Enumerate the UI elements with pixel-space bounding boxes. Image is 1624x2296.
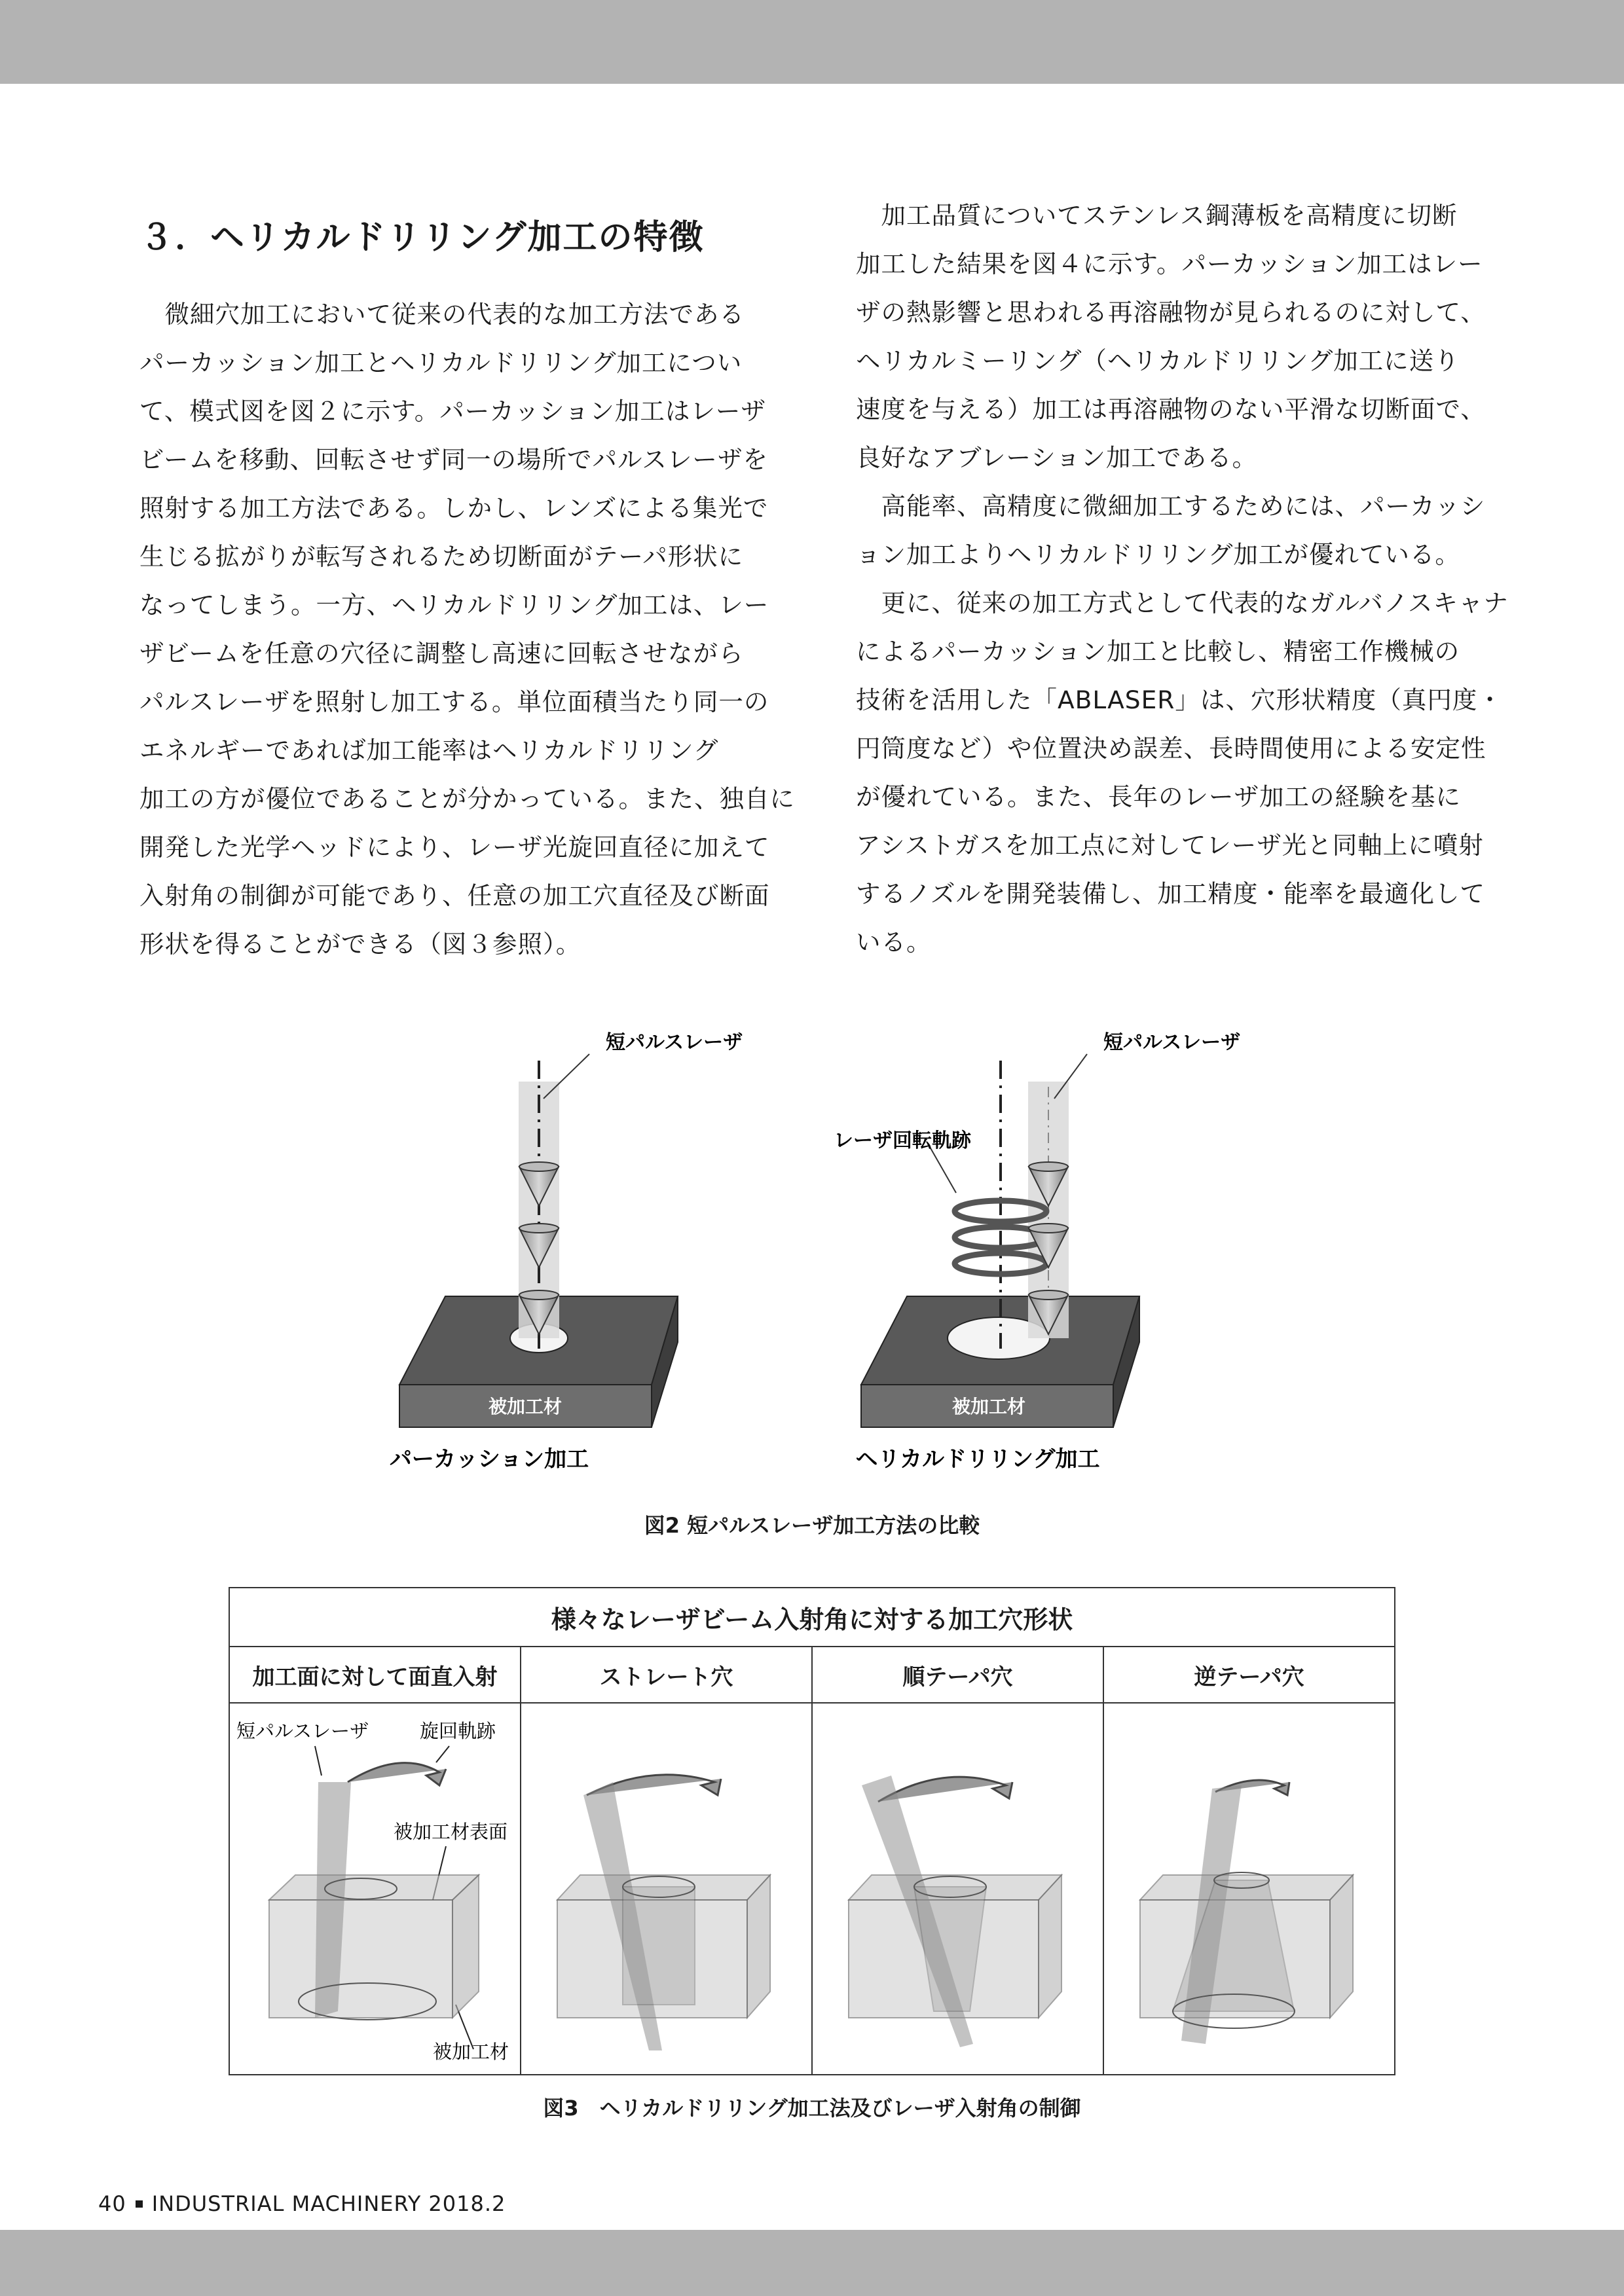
text-line: ョン加工よりヘリカルドリリング加工が優れている。 (856, 540, 1460, 569)
figure-2-caption: 図2 短パルスレーザ加工方法の比較 (644, 1513, 980, 1538)
laser-label-right: 短パルスレーザ (1103, 1031, 1241, 1054)
top-band (0, 0, 1624, 84)
text-line: アシストガスを加工点に対してレーザ光と同軸上に噴射 (856, 831, 1484, 860)
text-line: ヘリカルミーリング（ヘリカルドリリング加工に送り (856, 346, 1460, 375)
text-line: いる。 (856, 928, 932, 957)
workpiece-label-left: 被加工材 (488, 1396, 563, 1417)
text-line: 円筒度など）や位置決め誤差、長時間使用による安定性 (856, 734, 1486, 763)
left-column-text (139, 290, 795, 968)
column-header-reverse-taper: 逆テーパ穴 (1103, 1647, 1395, 1703)
laser-label: 短パルスレーザ (236, 1720, 369, 1742)
column-header-straight: ストレート穴 (521, 1647, 812, 1703)
text-line: 加工の方が優位であることが分かっている。また、独自に (139, 784, 795, 813)
text-line: 高能率、高精度に微細加工するためには、パーカッシ (856, 492, 1486, 520)
text-line: パルスレーザを照射し加工する。単位面積当たり同一の (139, 687, 769, 716)
cell-forward-taper (812, 1703, 1103, 2075)
text-line: 生じる拡がりが転写されるため切断面がテーパ形状に (139, 542, 744, 571)
diagram-straight (521, 1704, 811, 2074)
text-line: ビームを移動、回転させず同一の場所でパルスレーザを (139, 445, 768, 474)
page-number: 40 (98, 2191, 126, 2216)
text-line: パーカッション加工とヘリカルドリリング加工につい (139, 348, 743, 377)
text-line: が優れている。また、長年のレーザ加工の経験を基に (856, 782, 1461, 811)
text-line: 入射角の制御が可能であり、任意の加工穴直径及び断面 (139, 881, 770, 910)
figure-3-title: 様々なレーザビーム入射角に対する加工穴形状 (229, 1588, 1395, 1647)
text-line: ザビームを任意の穴径に調整し高速に回転させながら (139, 639, 744, 668)
method-label-right: ヘリカルドリリング加工 (855, 1446, 1100, 1472)
right-column-text (856, 191, 1509, 966)
section-heading: ３．ヘリカルドリリング加工の特徴 (139, 218, 705, 257)
text-line: 技術を活用した「ABLASER」は、穴形状精度（真円度・ (856, 685, 1503, 714)
text-line: 形状を得ることができる（図３参照）。 (139, 930, 581, 958)
diagram-forward-taper (813, 1704, 1103, 2074)
text-line: ザの熱影響と思われる再溶融物が見られるのに対して、 (856, 298, 1486, 327)
text-line: 更に、従来の加工方式として代表的なガルバノスキャナ (856, 589, 1509, 617)
publication-name: INDUSTRIAL MACHINERY 2018.2 (151, 2191, 506, 2216)
bottom-band (0, 2230, 1624, 2296)
workpiece-label: 被加工材 (433, 2041, 509, 2063)
surface-label: 被加工材表面 (394, 1821, 508, 1843)
column-header-normal: 加工面に対して面直入射 (229, 1647, 521, 1703)
text-line: なってしまう。一方、ヘリカルドリリング加工は、レー (139, 591, 769, 619)
text-line: によるパーカッション加工と比較し、精密工作機械の (856, 637, 1460, 666)
text-line: するノズルを開発装備し、加工精度・能率を最適化して (856, 879, 1485, 908)
trajectory-label: レーザ回転軌跡 (834, 1129, 971, 1152)
diagram-reverse-taper (1104, 1704, 1394, 2074)
figure-3-table (229, 1587, 1395, 2075)
text-line: 加工した結果を図４に示す。パーカッション加工はレー (856, 249, 1483, 278)
text-line: て、模式図を図２に示す。パーカッション加工はレーザ (139, 397, 766, 426)
helical-drilling-diagram (834, 1031, 1240, 1472)
text-line: 開発した光学ヘッドにより、レーザ光旋回直径に加えて (139, 833, 770, 862)
method-label-left: パーカッション加工 (389, 1446, 589, 1472)
column-header-forward-taper: 順テーパ穴 (812, 1647, 1103, 1703)
text-line: エネルギーであれば加工能率はヘリカルドリリング (139, 736, 719, 765)
text-line: 加工品質についてステンレス鋼薄板を高精度に切断 (856, 201, 1458, 230)
figure-3-caption: 図3 ヘリカルドリリング加工法及びレーザ入射角の制御 (543, 2096, 1081, 2121)
percussion-diagram (390, 1031, 743, 1472)
text-line: 良好なアブレーション加工である。 (856, 443, 1257, 472)
square-bullet-icon (136, 2200, 143, 2208)
cell-normal (229, 1703, 521, 2075)
text-line: 微細穴加工において従来の代表的な加工方法である (139, 300, 745, 329)
figure-2-diagram (367, 1021, 1257, 1532)
workpiece-label-right: 被加工材 (951, 1396, 1026, 1417)
text-line: 照射する加工方法である。しかし、レンズによる集光で (139, 494, 769, 522)
trajectory-label: 旋回軌跡 (420, 1720, 496, 1742)
cell-reverse-taper (1103, 1703, 1395, 2075)
cell-straight (521, 1703, 812, 2075)
page-footer (98, 2191, 506, 2216)
text-line: 速度を与える）加工は再溶融物のない平滑な切断面で、 (856, 395, 1486, 424)
laser-label-left: 短パルスレーザ (606, 1031, 743, 1054)
diagram-normal (230, 1704, 520, 2074)
